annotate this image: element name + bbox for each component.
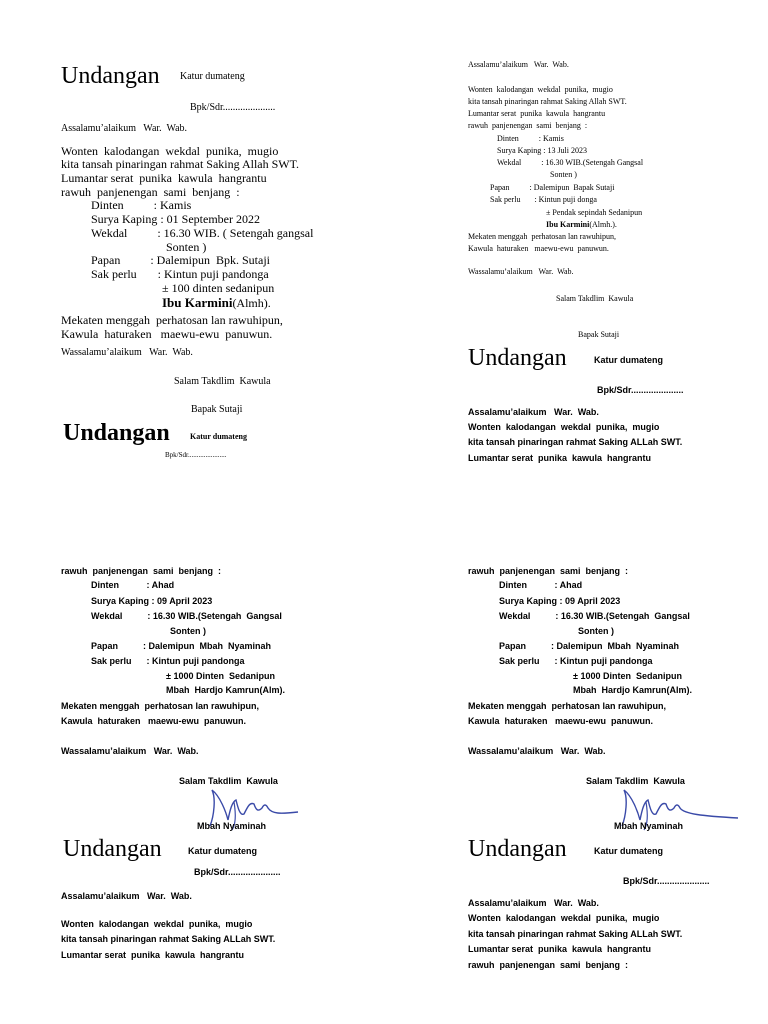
mekaten-1: Mekaten menggah perhatosan lan rawuhipun, <box>468 232 616 241</box>
para-4: rawuh panjenengan sami benjang : <box>61 566 222 576</box>
katur: Katur dumateng <box>594 355 664 365</box>
salam-takdlim: Salam Takdlim Kawula <box>174 376 271 387</box>
salam: Assalamu’alaikum War. Wab. <box>468 898 599 908</box>
mekaten-2: Kawula haturaken maewu-ewu panuwun. <box>61 327 273 341</box>
katur: Katur dumateng <box>190 432 247 441</box>
para-1: Wonten kalodangan wekdal punika, mugio <box>61 919 253 929</box>
dinten: Dinten : Ahad <box>91 580 175 590</box>
para-4: rawuh panjenengan sami benjang : <box>468 566 629 576</box>
salam: Assalamu’alaikum War. Wab. <box>468 60 569 69</box>
papan: Papan : Dalemipun Mbah Nyaminah <box>499 641 680 651</box>
para-2: kita tansah pinaringan rahmat Saking Allah SWT. <box>61 157 300 171</box>
papan: Papan : Dalemipun Mbah Nyaminah <box>91 641 272 651</box>
sak-perlu: Sak perlu : Kintun puji pandonga <box>91 656 245 666</box>
wekdal: Wekdal : 16.30 WIB.(Setengah Gangsal <box>499 611 690 621</box>
wassalam: Wassalamu’alaikum War. Wab. <box>468 746 606 756</box>
sak-perlu: Sak perlu : Kintun puji donga <box>490 195 597 204</box>
sonten: Sonten ) <box>166 240 207 254</box>
sak-perlu: Sak perlu : Kintun puji pandonga <box>499 656 653 666</box>
dinten: Dinten : Kamis <box>91 198 192 212</box>
para-4: rawuh panjenengan sami benjang : <box>468 121 588 130</box>
para-3: Lumantar serat punika kawula hangrantu <box>468 453 652 463</box>
para-1: Wonten kalodangan wekdal punika, mugio <box>468 913 660 923</box>
salam-takdlim: Salam Takdlim Kawula <box>179 776 278 786</box>
signer: Mbah Nyaminah <box>614 821 684 831</box>
mekaten-1: Mekaten menggah perhatosan lan rawuhipun, <box>468 701 667 711</box>
wekdal: Wekdal : 16.30 WIB. ( Setengah gangsal <box>91 226 314 240</box>
mekaten-2: Kawula haturaken maewu-ewu panuwun. <box>61 716 247 726</box>
mekaten-2: Kawula haturaken maewu-ewu panuwun. <box>468 716 654 726</box>
salam: Assalamu’alaikum War. Wab. <box>468 407 599 417</box>
mekaten-1: Mekaten menggah perhatosan lan rawuhipun, <box>61 313 283 327</box>
katur: Katur dumateng <box>594 846 664 856</box>
surya-kaping: Surya Kaping : 13 Juli 2023 <box>497 146 587 155</box>
sonten: Sonten ) <box>578 626 614 636</box>
bpk: Bpk/Sdr..................... <box>623 876 710 886</box>
signer: Bapak Sutaji <box>578 330 620 339</box>
mbah-hardjo: Mbah Hardjo Kamrun(Alm). <box>166 685 286 695</box>
papan: Papan : Dalemipun Bpk. Sutaji <box>91 253 270 267</box>
title: Undangan <box>63 420 170 446</box>
surya-kaping: Surya Kaping : 09 April 2023 <box>499 596 621 606</box>
wassalam: Wassalamu’alaikum War. Wab. <box>468 267 574 276</box>
para-2: kita tansah pinaringan rahmat Saking Allah SWT. <box>468 97 627 106</box>
mbah-hardjo: Mbah Hardjo Kamrun(Alm). <box>573 685 693 695</box>
ibu-almh: (Almh.). <box>589 220 617 229</box>
ibu-name: Ibu Karmini <box>162 295 233 310</box>
katur: Katur dumateng <box>180 71 245 82</box>
para-1: Wonten kalodangan wekdal punika, mugio <box>468 85 613 94</box>
ibu-almh: (Almh). <box>232 296 271 310</box>
mekaten-2: Kawula haturaken maewu-ewu panuwun. <box>468 244 609 253</box>
papan: Papan : Dalemipun Bapak Sutaji <box>490 183 615 192</box>
salam-takdlim: Salam Takdlim Kawula <box>586 776 685 786</box>
para-3: Lumantar serat punika kawula hangrantu <box>61 950 245 960</box>
katur: Katur dumateng <box>188 846 258 856</box>
ibu-karmini <box>162 296 271 309</box>
pendak: ± Pendak sepindah Sedanipun <box>546 208 643 217</box>
para-4: rawuh panjenengan sami benjang : <box>468 960 629 970</box>
para-2: kita tansah pinaringan rahmat Saking ALLah SWT. <box>468 929 683 939</box>
title: Undangan <box>468 836 567 862</box>
sonten: Sonten ) <box>550 170 577 179</box>
para-1: Wonten kalodangan wekdal punika, mugio <box>61 144 279 158</box>
title: Undangan <box>468 345 567 371</box>
bpk: Bpk/Sdr...................... <box>165 451 227 459</box>
dinten-sedanipun: ± 1000 Dinten Sedanipun <box>166 671 275 681</box>
title: Undangan <box>63 836 162 862</box>
ibu-name: Ibu Karmini <box>546 220 590 229</box>
para-3: Lumantar serat punika kawula hangrantu <box>468 109 606 118</box>
sonten: Sonten ) <box>170 626 206 636</box>
bpk: Bpk/Sdr..................... <box>597 385 684 395</box>
para-1: Wonten kalodangan wekdal punika, mugio <box>468 422 660 432</box>
salam: Assalamu’alaikum War. Wab. <box>61 123 188 134</box>
signer: Mbah Nyaminah <box>197 821 267 831</box>
salam: Assalamu’alaikum War. Wab. <box>61 891 192 901</box>
para-3: Lumantar serat punika kawula hangrantu <box>468 944 652 954</box>
dinten-sedanipun: ± 1000 Dinten Sedanipun <box>573 671 682 681</box>
dinten: Dinten : Ahad <box>499 580 583 590</box>
wassalam: Wassalamu’alaikum War. Wab. <box>61 347 193 358</box>
ibu-karmini <box>546 221 617 229</box>
salam-takdlim: Salam Takdlim Kawula <box>556 294 634 303</box>
bpk: Bpk/Sdr..................... <box>190 102 276 113</box>
para-2: kita tansah pinaringan rahmat Saking ALLah SWT. <box>468 437 683 447</box>
para-4: rawuh panjenengan sami benjang : <box>61 185 240 199</box>
dinten: Dinten : Kamis <box>497 134 564 143</box>
signer: Bapak Sutaji <box>191 404 243 415</box>
mekaten-1: Mekaten menggah perhatosan lan rawuhipun, <box>61 701 260 711</box>
wekdal: Wekdal : 16.30 WIB.(Setengah Gangsal <box>497 158 644 167</box>
wassalam: Wassalamu’alaikum War. Wab. <box>61 746 199 756</box>
para-2: kita tansah pinaringan rahmat Saking ALLah SWT. <box>61 934 276 944</box>
dinten-sedanipun: ± 100 dinten sedanipun <box>162 281 275 295</box>
wekdal: Wekdal : 16.30 WIB.(Setengah Gangsal <box>91 611 282 621</box>
sak-perlu: Sak perlu : Kintun puji pandonga <box>91 267 269 281</box>
para-3: Lumantar serat punika kawula hangrantu <box>61 171 267 185</box>
title: Undangan <box>61 63 160 89</box>
surya-kaping: Surya Kaping : 01 September 2022 <box>91 212 260 226</box>
surya-kaping: Surya Kaping : 09 April 2023 <box>91 596 213 606</box>
bpk: Bpk/Sdr..................... <box>194 867 281 877</box>
